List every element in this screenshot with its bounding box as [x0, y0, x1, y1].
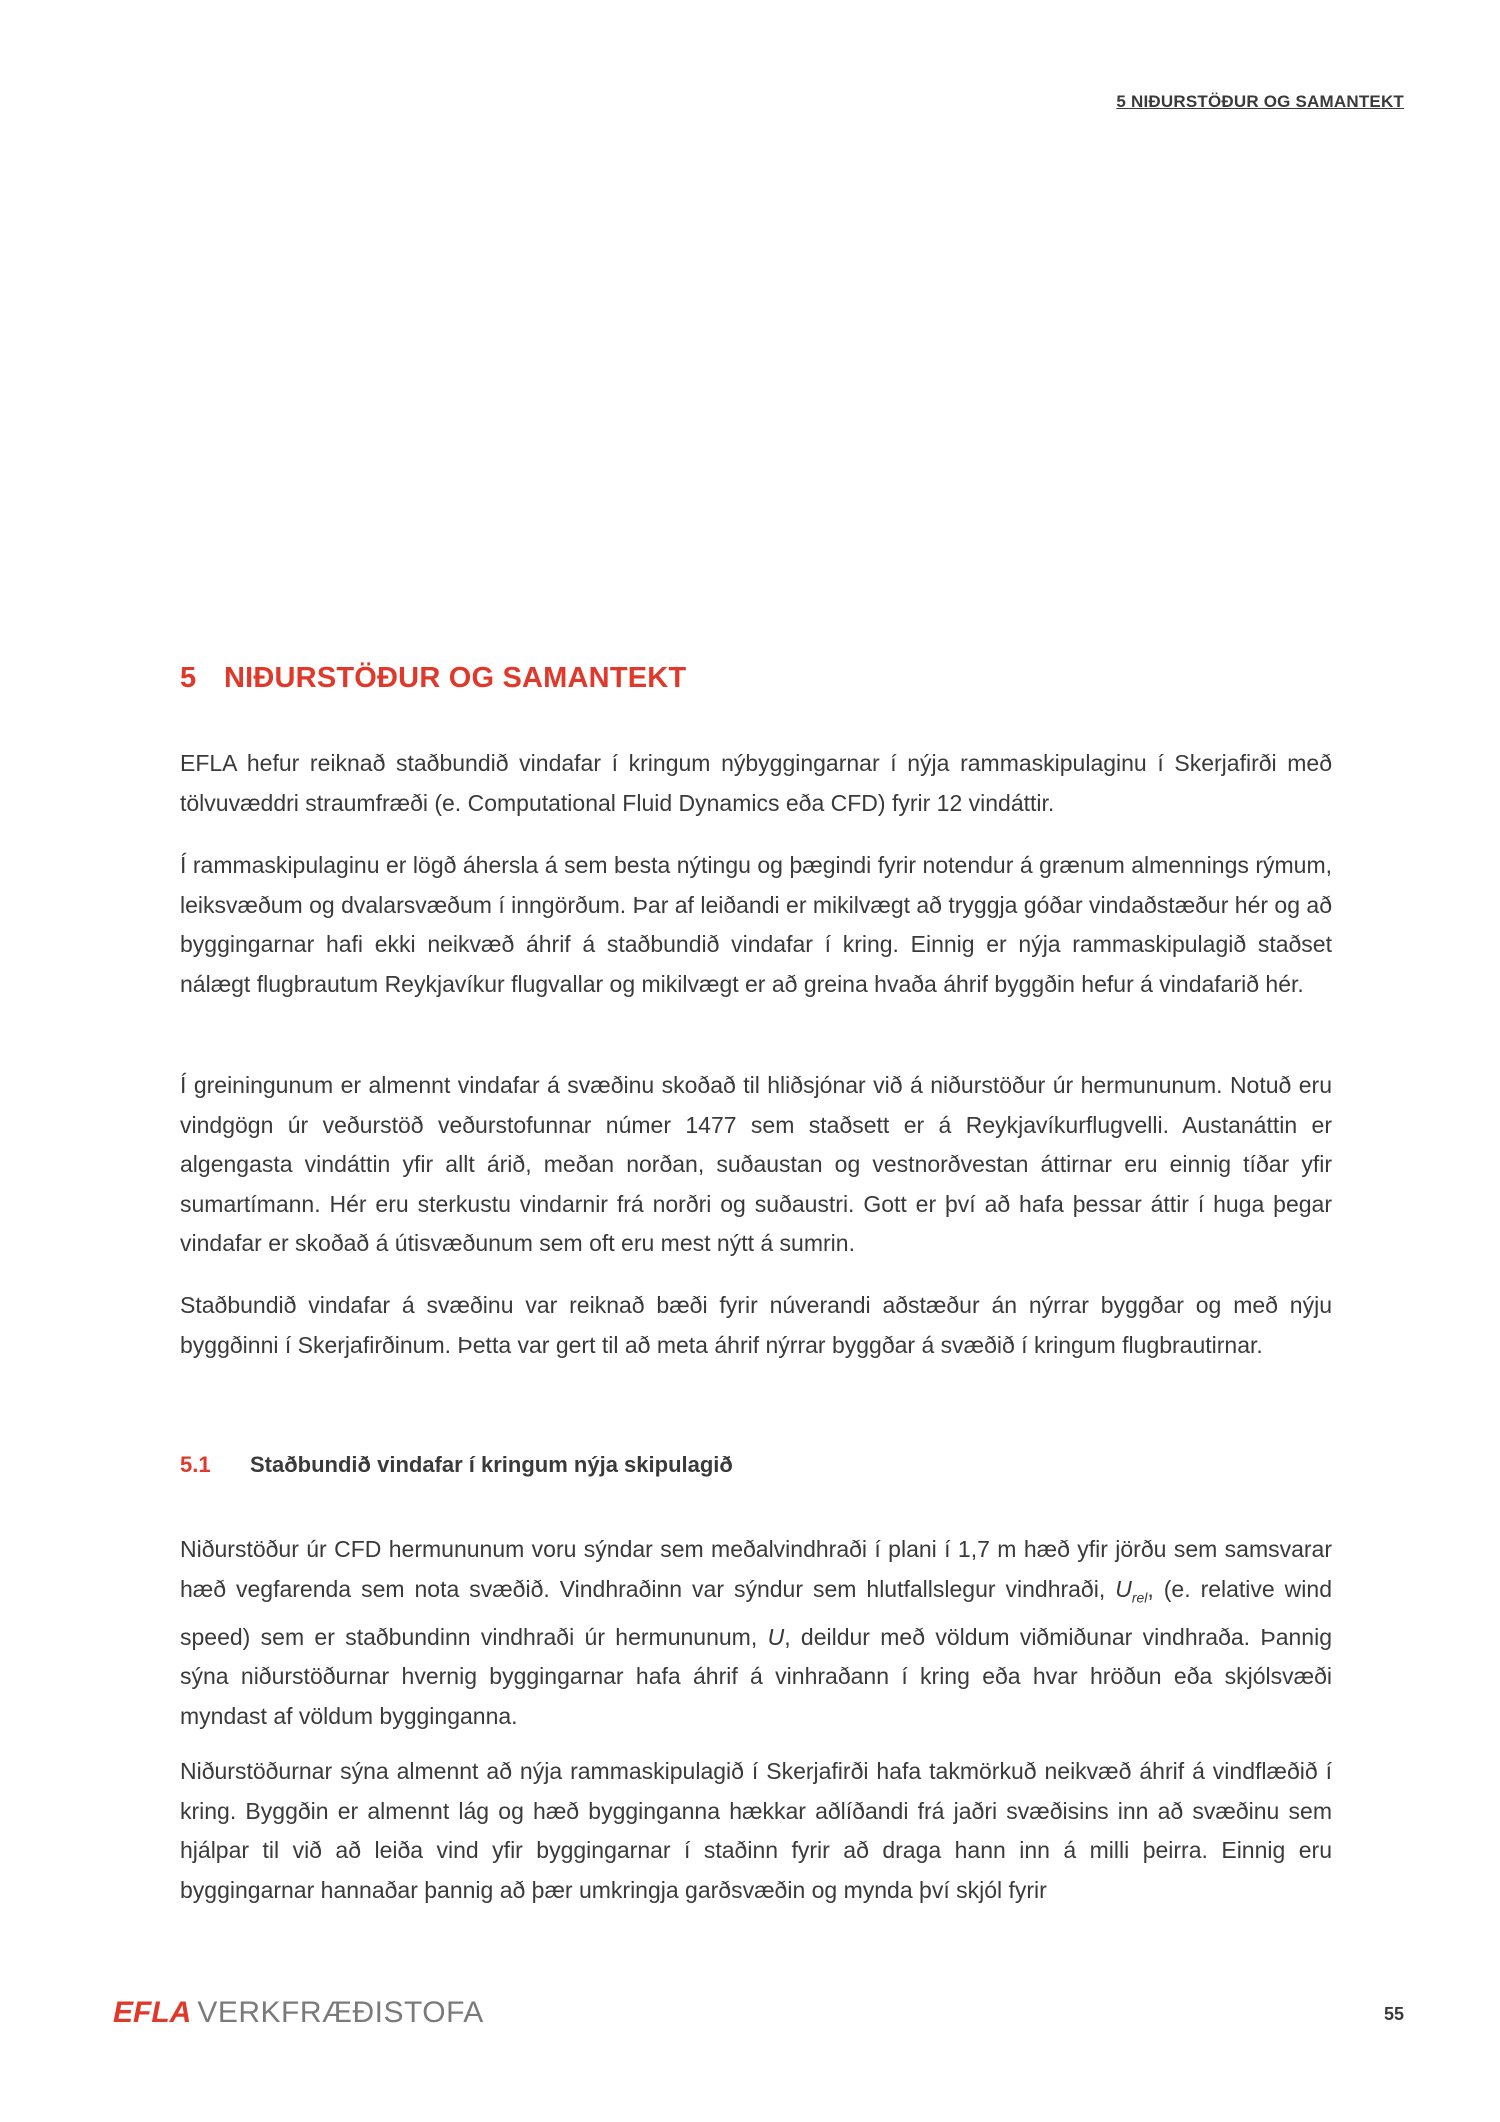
paragraph	[180, 1752, 1332, 1910]
text-run: Niðurstöður úr CFD hermununum voru sýndar sem meðalvindhraði í plani í 1,7 m hæð yfir jörðu sem samsvarar hæð vegfarenda sem nota svæðið. Vindhraðinn var sýndur sem hlutfallslegur vindhraði,	[180, 1536, 1332, 1602]
chapter-heading	[180, 662, 686, 695]
paragraph-text	[180, 1530, 1332, 1736]
logo-subtitle: VERKFRÆÐISTOFA	[197, 1996, 484, 2029]
paragraph-text: EFLA hefur reiknað staðbundið vindafar í kringum nýbyggingarnar í nýja rammaskipulaginu í Skerjafirði með tölvuvæddri straumfræði (e. Computational Fluid Dynamics eða CFD) fyrir 12 vindáttir.	[180, 750, 1332, 816]
section-number: 5.1	[180, 1452, 211, 1477]
chapter-number: 5	[180, 662, 197, 694]
paragraph	[180, 1530, 1332, 1736]
footer-logo	[113, 1996, 484, 2030]
chapter-title: NIÐURSTÖÐUR OG SAMANTEKT	[224, 662, 687, 694]
paragraph	[180, 744, 1332, 823]
variable-u: U	[767, 1623, 785, 1650]
variable-u-rel: $U_{rel}$	[1115, 1575, 1148, 1606]
paragraph-text: Niðurstöðurnar sýna almennt að nýja rammaskipulagið í Skerjafirði hafa takmörkuð neikvæð áhrif á vindflæðið í kring. Byggðin er almennt lág og hæð bygginganna hækkar aðlíðandi frá jaðri svæðisins inn að svæðinu sem hjálpar til við að leiða vind yfir byggingarnar í staðinn fyrir að draga hann inn á milli þeirra. Einnig eru byggingarnar hannaðar þannig að þær umkringja garðsvæðin og mynda því skjól fyrir	[180, 1758, 1332, 1903]
logo-brand: EFLA	[113, 1996, 192, 2029]
paragraph-text: Staðbundið vindafar á svæðinu var reiknað bæði fyrir núverandi aðstæður án nýrrar byggðar og með nýju byggðinni í Skerjafirðinum. Þetta var gert til að meta áhrif nýrrar byggðar á svæðið í kringum flugbrautirnar.	[180, 1292, 1332, 1358]
paragraph	[180, 846, 1332, 1004]
section-heading	[180, 1452, 733, 1478]
page-number: 55	[1383, 2004, 1404, 2024]
paragraph-text: Í rammaskipulaginu er lögð áhersla á sem besta nýtingu og þægindi fyrir notendur á grænum almennings rýmum, leiksvæðum og dvalarsvæðum í inngörðum. Þar af leiðandi er mikilvægt að tryggja góðar vindaðstæður hér og að byggingarnar hafi ekki neikvæð áhrif á staðbundið vindafar í kring. Einnig er nýja rammaskipulagið staðset nálægt flugbrautum Reykjavíkur flugvallar og mikilvægt er að greina hvaða áhrif byggðin hefur á vindafarið hér.	[180, 852, 1332, 997]
text-run: , deildur með völdum viðmiðunar vindhraða. Þannig sýna niðurstöðurnar hvernig byggingarnar hafa áhrif á vinhraðann í kring eða hvar hröðun eða skjólsvæði myndast af völdum bygginganna.	[180, 1623, 1332, 1729]
paragraph-text: Í greiningunum er almennt vindafar á svæðinu skoðað til hliðsjónar við á niðurstöður úr hermununum. Notuð eru vindgögn úr veðurstöð veðurstofunnar númer 1477 sem staðsett er á Reykjavíkurflugvelli. Austanáttin er algengasta vindáttin yfir allt árið, meðan norðan, suðaustan og vestnorðvestan áttirnar eru einnig tíðar yfir sumartímann. Hér eru sterkustu vindarnir frá norðri og suðaustri. Gott er því að hafa þessar áttir í huga þegar vindafar er skoðað á útisvæðunum sem oft eru mest nýtt á sumrin.	[180, 1072, 1332, 1256]
text-run: , (e. relative wind speed) sem er staðbundinn vindhraði úr hermununum,	[180, 1575, 1332, 1650]
paragraph	[180, 1286, 1332, 1365]
paragraph	[180, 1066, 1332, 1264]
section-title: Staðbundið vindafar í kringum nýja skipulagið	[250, 1452, 733, 1477]
running-header: 5 NIÐURSTÖÐUR OG SAMANTEKT	[1116, 92, 1404, 111]
